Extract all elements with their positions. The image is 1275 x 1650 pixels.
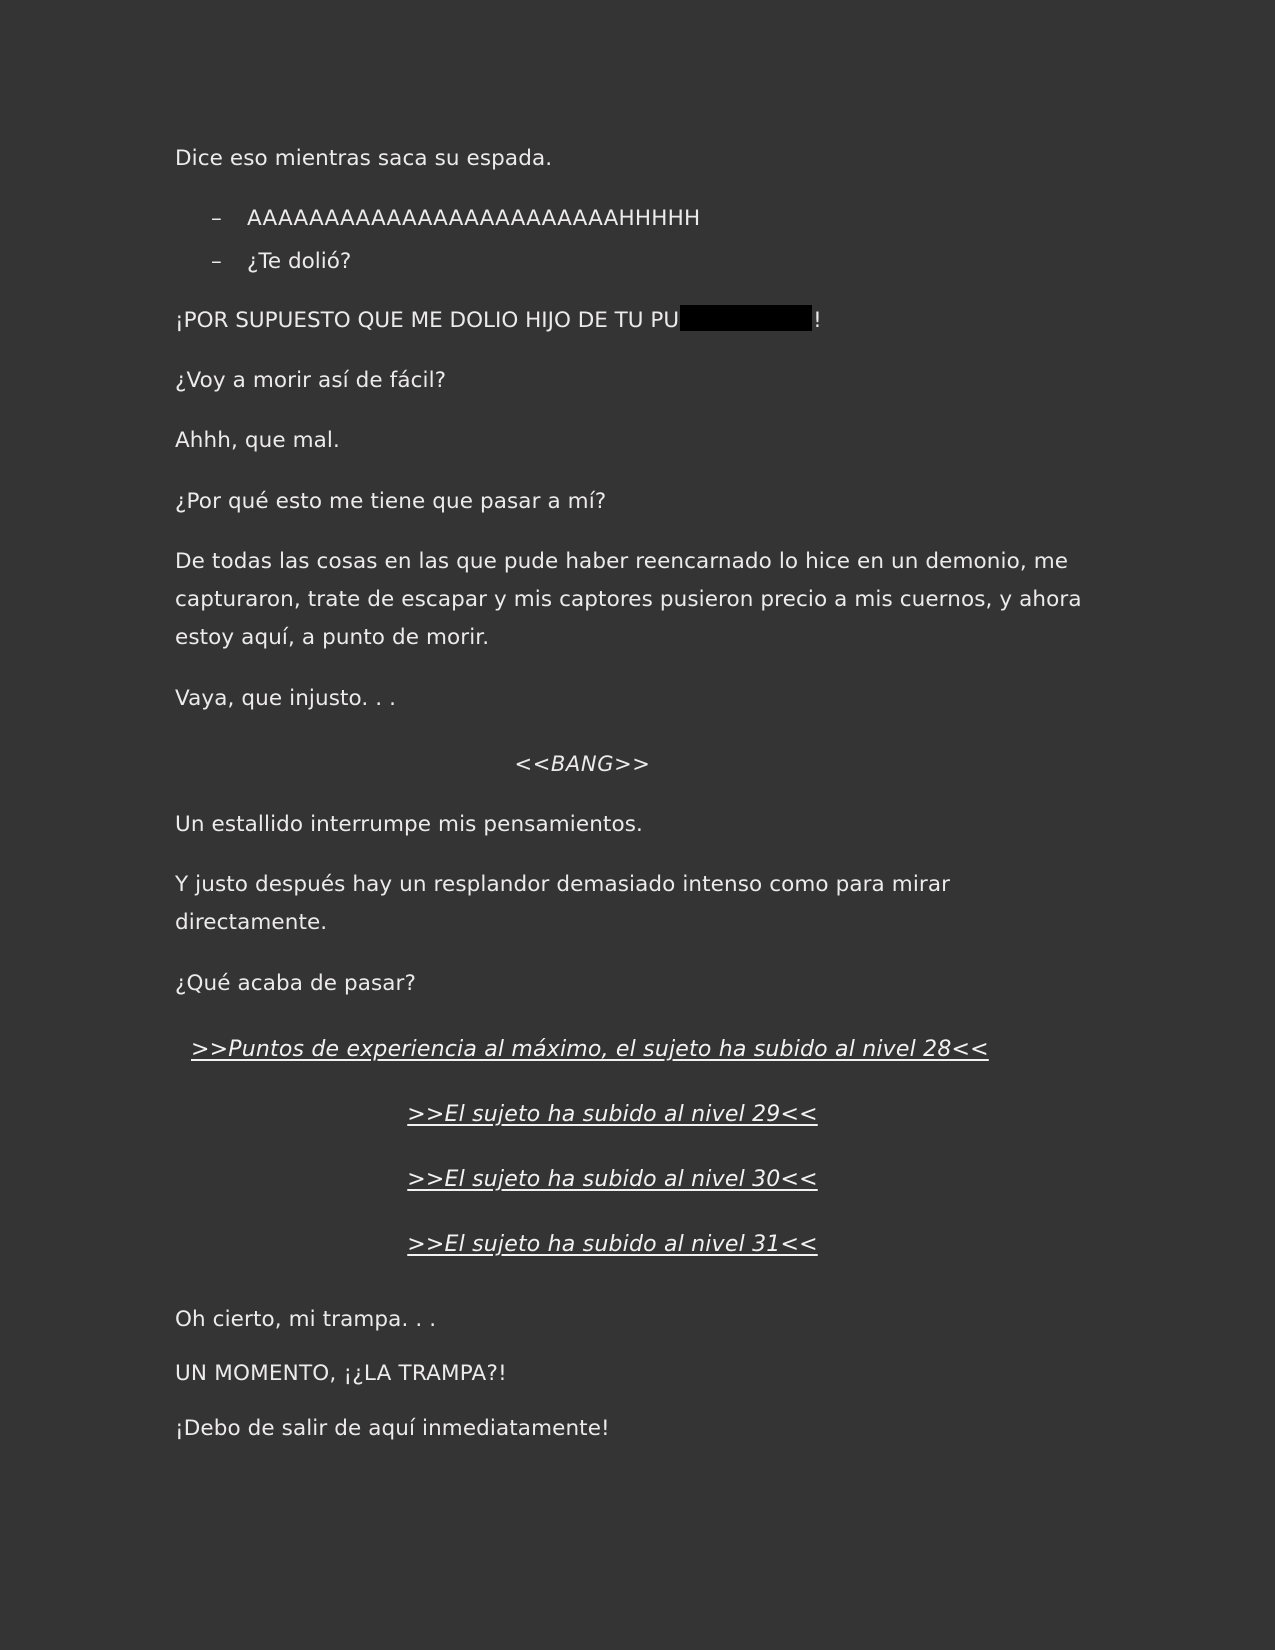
redacted-paragraph [175, 301, 1100, 340]
redacted-text-before: ¡POR SUPUESTO QUE ME DOLIO HIJO DE TU PU [175, 307, 680, 333]
intro-paragraph: Dice eso mientras saca su espada. [175, 146, 553, 171]
paragraph-4: De todas las cosas en las que pude haber reencarnado lo hice en un demonio, me capturaron, trate de escapar y mis captores pusieron precio a mis cuernos, y ahora estoy aquí, a punto de morir. [175, 548, 1082, 651]
dialogue-line-scream: – AAAAAAAAAAAAAAAAAAAAAAAAHHHHH [211, 200, 1100, 238]
sound-effect-bang: <<BANG>> [514, 751, 651, 776]
paragraph-6: Un estallido interrumpe mis pensamientos. [175, 811, 643, 837]
closing-paragraph-2: UN MOMENTO, ¡¿LA TRAMPA?! [175, 1361, 507, 1387]
system-message-4: >>El sujeto ha subido al nivel 31<< [407, 1231, 818, 1257]
paragraph-5: Vaya, que injusto. . . [175, 685, 397, 711]
dialogue-list [175, 200, 1100, 281]
closing-paragraph-3: ¡Debo de salir de aquí inmediatamente! [175, 1415, 610, 1441]
paragraph-1: ¿Voy a morir así de fácil? [175, 368, 447, 394]
redacted-text-after: ! [813, 307, 822, 333]
dialogue-line-question: – ¿Te dolió? [211, 243, 1100, 281]
paragraph-3: ¿Por qué esto me tiene que pasar a mí? [175, 488, 607, 514]
system-message-2: >>El sujeto ha subido al nivel 29<< [407, 1101, 818, 1127]
redaction-bar [680, 305, 812, 331]
paragraph-2: Ahhh, que mal. [175, 428, 340, 454]
paragraph-8: ¿Qué acaba de pasar? [175, 970, 417, 996]
system-message-1: >>Puntos de experiencia al máximo, el sujeto ha subido al nivel 28<< [191, 1036, 989, 1062]
system-message-3: >>El sujeto ha subido al nivel 30<< [407, 1166, 818, 1192]
closing-paragraph-1: Oh cierto, mi trampa. . . [175, 1306, 437, 1332]
paragraph-7: Y justo después hay un resplandor demasiado intenso como para mirar directamente. [175, 872, 951, 936]
